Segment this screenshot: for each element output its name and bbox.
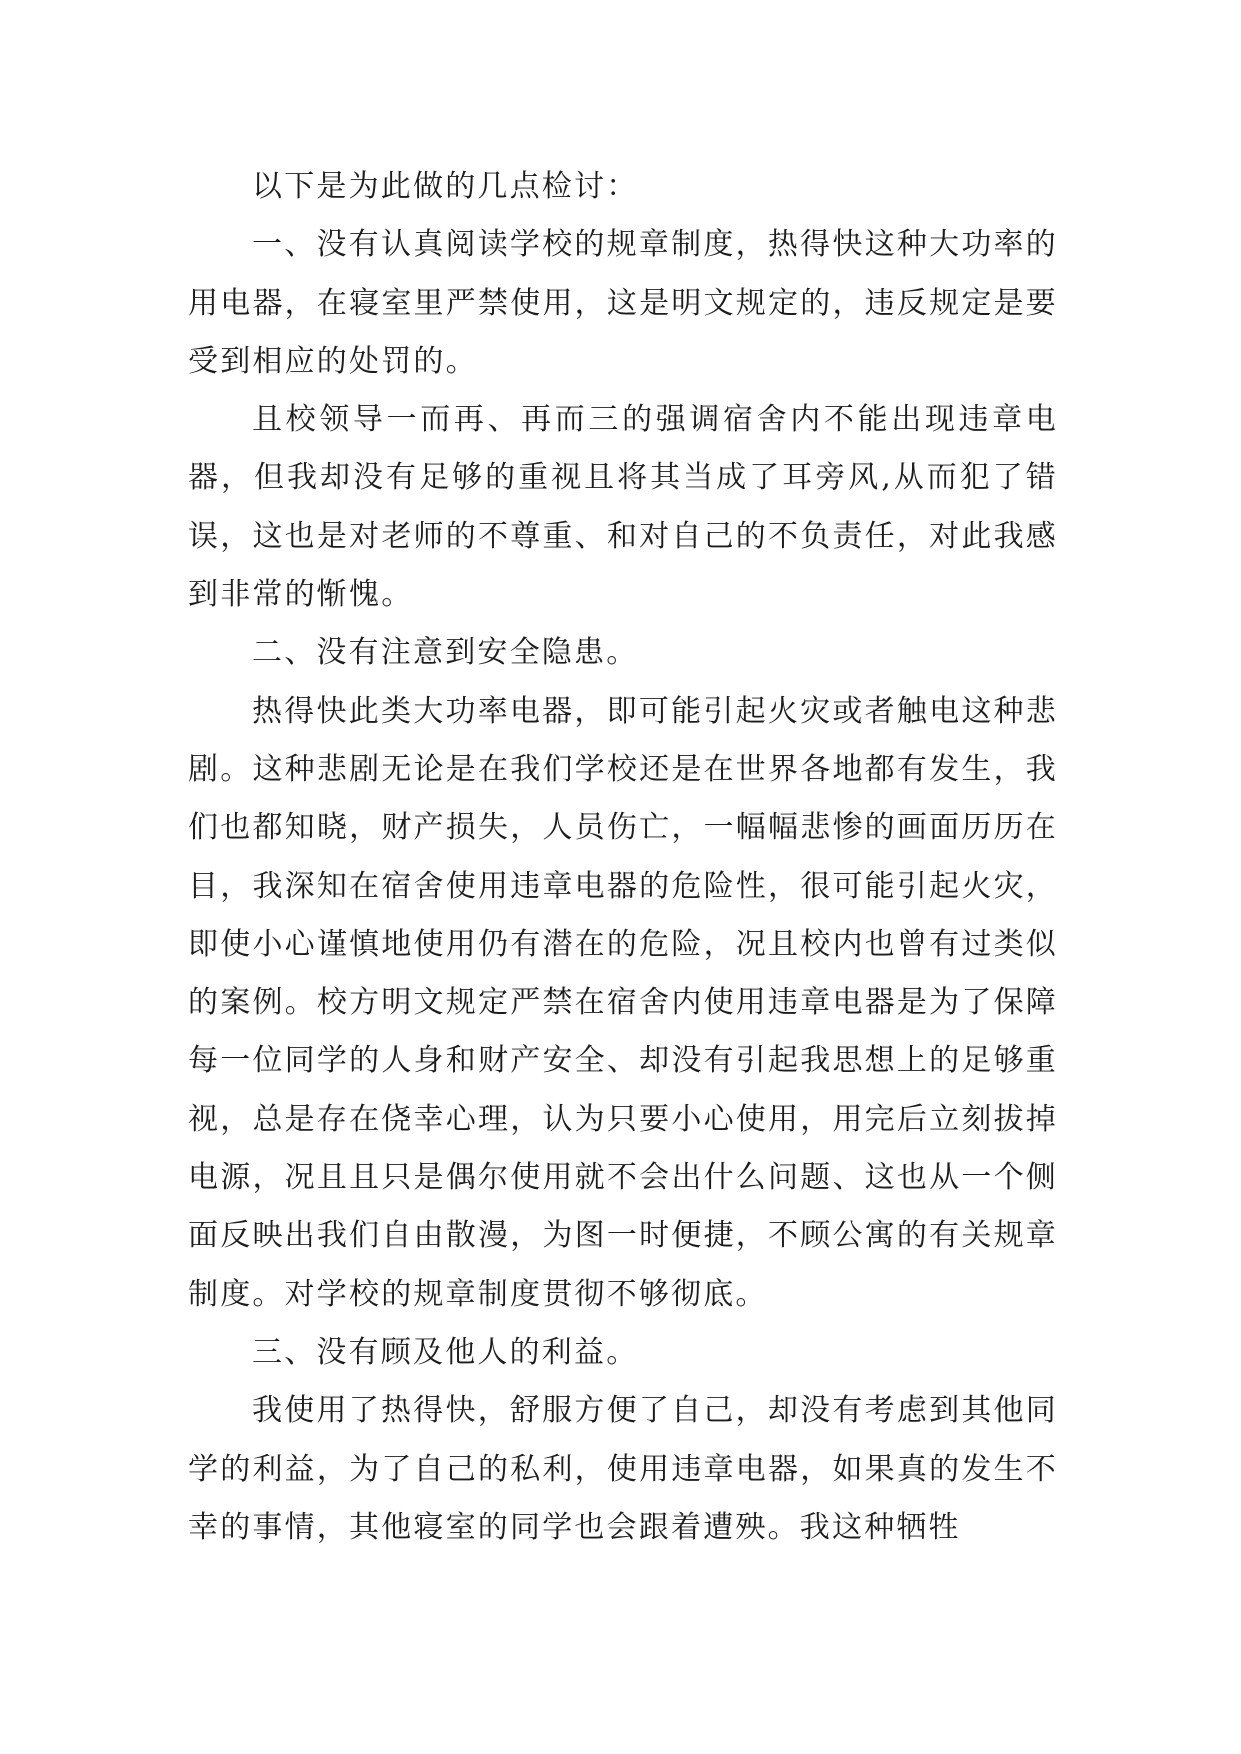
paragraph-point-one: 一、没有认真阅读学校的规章制度，热得快这种大功率的用电器，在寝室里严禁使用，这是明文规定的，违反规定是要受到相应的处罚的。	[188, 227, 1058, 379]
paragraph-point-three-detail: 我使用了热得快，舒服方便了自己，却没有考虑到其他同学的利益，为了自己的私利，使用违章电器，如果真的发生不幸的事情，其他寝室的同学也会跟着遭殃。我这种牺牲	[188, 1393, 1058, 1545]
paragraph-intro: 以下是为此做的几点检讨：	[252, 169, 639, 204]
document-body	[188, 158, 1058, 1557]
paragraph-point-two: 二、没有注意到安全隐患。	[252, 635, 639, 671]
paragraph-point-one-detail: 且校领导一而再、再而三的强调宿舍内不能出现违章电器，但我却没有足够的重视且将其当成了耳旁风,从而犯了错误，这也是对老师的不尊重、和对自己的不负责任，对此我感到非常的惭愧。	[188, 402, 1058, 613]
paragraph-point-two-detail: 热得快此类大功率电器，即可能引起火灾或者触电这种悲剧。这种悲剧无论是在我们学校还是在世界各地都有发生，我们也都知晓，财产损失，人员伤亡，一幅幅悲惨的画面历历在目，我深知在宿舍使用违章电器的危险性，很可能引起火灾，即使小心谨慎地使用仍有潜在的危险，况且校内也曾有过类似的案例。校方明文规定严禁在宿舍内使用违章电器是为了保障每一位同学的人身和财产安全、却没有引起我思想上的足够重视，总是存在侥幸心理，认为只要小心使用，用完后立刻拔掉电源，况且且只是偶尔使用就不会出什么问题、这也从一个侧面反映出我们自由散漫，为图一时便捷，不顾公寓的有关规章制度。对学校的规章制度贯彻不够彻底。	[188, 693, 1058, 1312]
paragraph-point-three: 三、没有顾及他人的利益。	[252, 1334, 639, 1370]
